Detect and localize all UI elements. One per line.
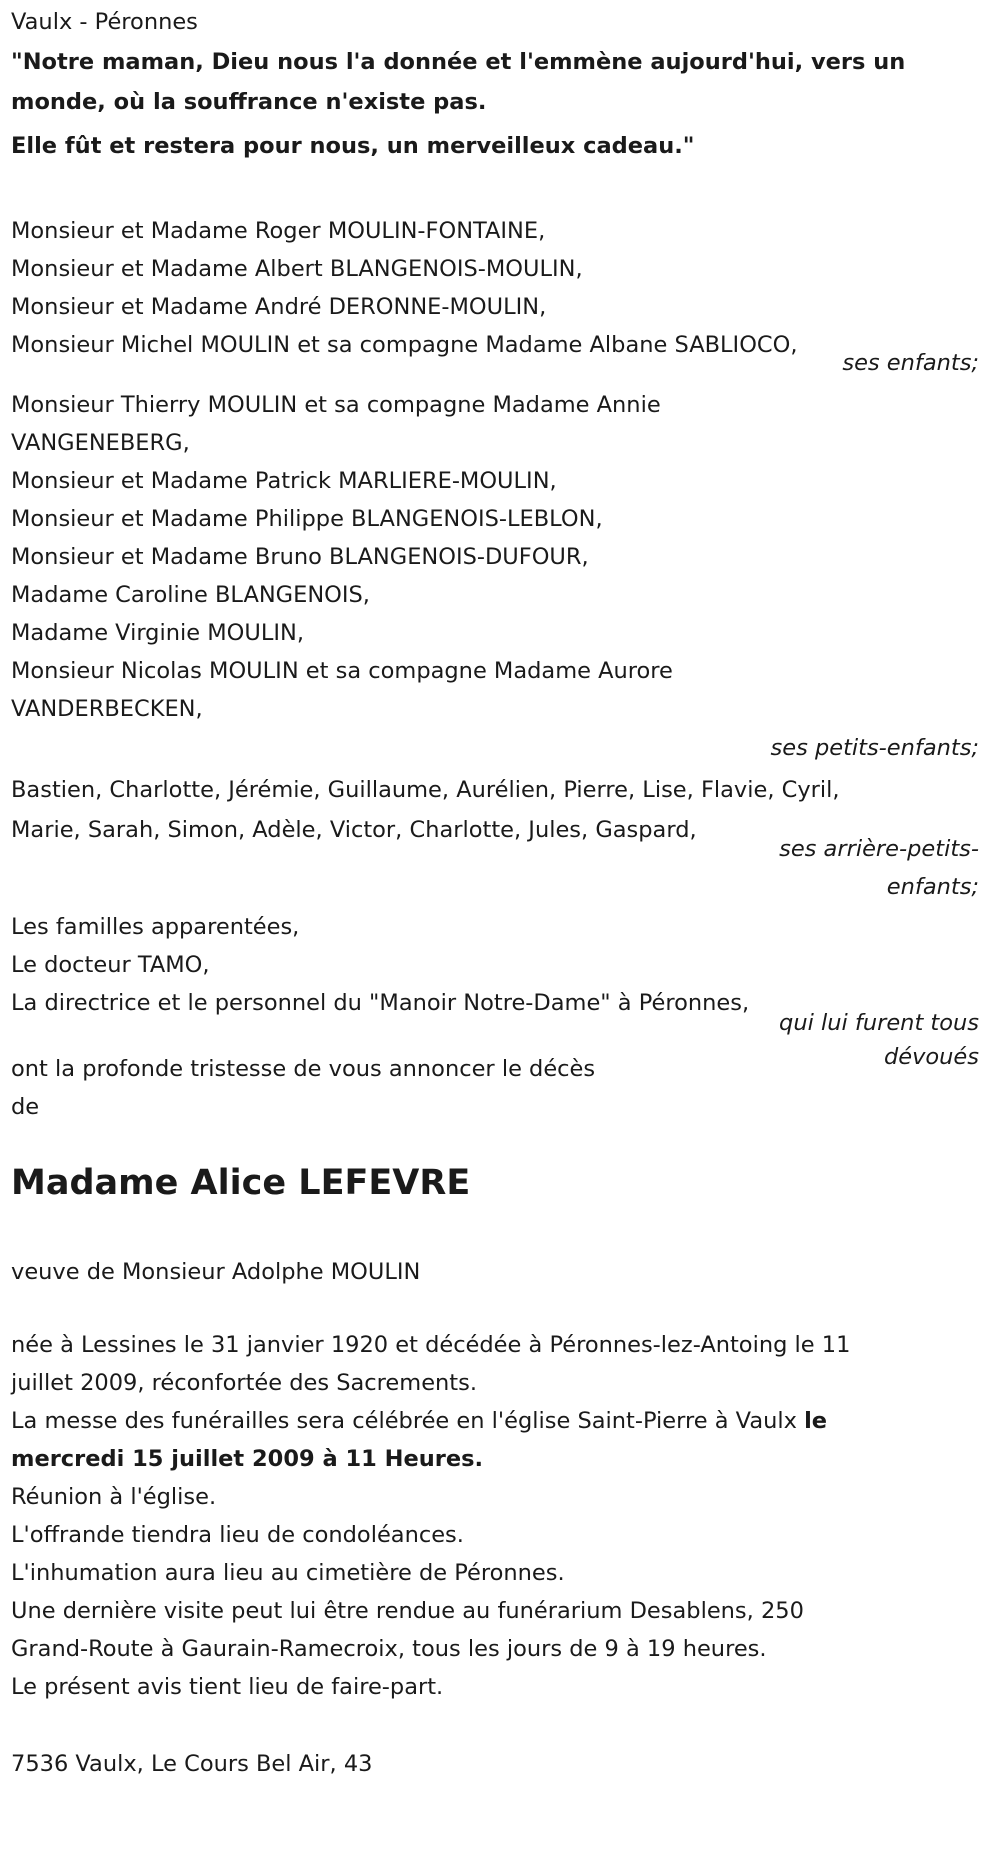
others-label-1: qui lui furent tous [779,1010,979,1036]
list-item: Monsieur et Madame Roger MOULIN-FONTAINE, [11,218,546,244]
grandchildren-list [11,386,996,728]
list-item: Madame Virginie MOULIN, [11,620,304,646]
announcement-line-1: ont la profonde tristesse de vous annoncer le décès [11,1056,596,1082]
children-list [11,212,996,364]
visit-line-2: Grand-Route à Gaurain-Ramecroix, tous les jours de 9 à 19 heures. [11,1636,767,1662]
quote-line-3: Elle fût et restera pour nous, un merveilleux cadeau." [11,133,695,159]
offering-line: L'offrande tiendra lieu de condoléances. [11,1522,464,1548]
list-item: VANDERBECKEN, [11,696,203,722]
list-item: Monsieur et Madame Philippe BLANGENOIS-LEBLON, [11,506,603,532]
birth-death-line-1: née à Lessines le 31 janvier 1920 et décédée à Péronnes-lez-Antoing le 11 [11,1332,851,1358]
list-item: Marie, Sarah, Simon, Adèle, Victor, Charlotte, Jules, Gaspard, [11,817,697,843]
list-item: Monsieur et Madame André DERONNE-MOULIN, [11,294,547,320]
visit-line-1: Une dernière visite peut lui être rendue au funérarium Desablens, 250 [11,1598,804,1624]
quote-line-1: "Notre maman, Dieu nous l'a donnée et l'emmène aujourd'hui, vers un [11,49,906,75]
great-grandchildren-label-1: ses arrière-petits- [779,836,979,862]
address: 7536 Vaulx, Le Cours Bel Air, 43 [11,1751,373,1777]
notice-line: Le présent avis tient lieu de faire-part. [11,1674,444,1700]
mass-bold-1: le [804,1408,828,1434]
burial-line: L'inhumation aura lieu au cimetière de Péronnes. [11,1560,565,1586]
mass-line-2: mercredi 15 juillet 2009 à 11 Heures. [11,1446,484,1472]
widow-of: veuve de Monsieur Adolphe MOULIN [11,1259,421,1285]
list-item: Bastien, Charlotte, Jérémie, Guillaume, Aurélien, Pierre, Lise, Flavie, Cyril, [11,777,840,803]
list-item: Monsieur et Madame Bruno BLANGENOIS-DUFOUR, [11,544,589,570]
mass-line-1 [11,1402,996,1440]
list-item: Les familles apparentées, [11,914,300,940]
great-grandchildren-label-2: enfants; [886,874,979,900]
details-section [11,1326,996,1706]
list-item: Le docteur TAMO, [11,952,210,978]
grandchildren-label: ses petits-enfants; [770,735,979,761]
list-item: La directrice et le personnel du "Manoir Notre-Dame" à Péronnes, [11,990,750,1016]
list-item: VANGENEBERG, [11,430,190,456]
announcement-line-2: de [11,1094,40,1120]
mass-text: La messe des funérailles sera célébrée en l'église Saint-Pierre à Vaulx [11,1408,805,1434]
list-item: Monsieur Michel MOULIN et sa compagne Madame Albane SABLIOCO, [11,332,798,358]
location-heading: Vaulx - Péronnes [11,9,198,35]
children-label: ses enfants; [842,350,979,376]
birth-death-line-2: juillet 2009, réconfortée des Sacrements. [11,1370,477,1396]
quote-line-2: monde, où la souffrance n'existe pas. [11,89,487,115]
obituary-notice [0,2,996,1784]
list-item: Monsieur et Madame Albert BLANGENOIS-MOULIN, [11,256,583,282]
others-label-2: dévoués [883,1044,979,1070]
deceased-name: Madame Alice LEFEVRE [11,1163,471,1203]
list-item: Madame Caroline BLANGENOIS, [11,582,370,608]
list-item: Monsieur Nicolas MOULIN et sa compagne Madame Aurore [11,658,673,684]
list-item: Monsieur Thierry MOULIN et sa compagne Madame Annie [11,392,661,418]
meeting-line: Réunion à l'église. [11,1484,217,1510]
list-item: Monsieur et Madame Patrick MARLIERE-MOULIN, [11,468,557,494]
